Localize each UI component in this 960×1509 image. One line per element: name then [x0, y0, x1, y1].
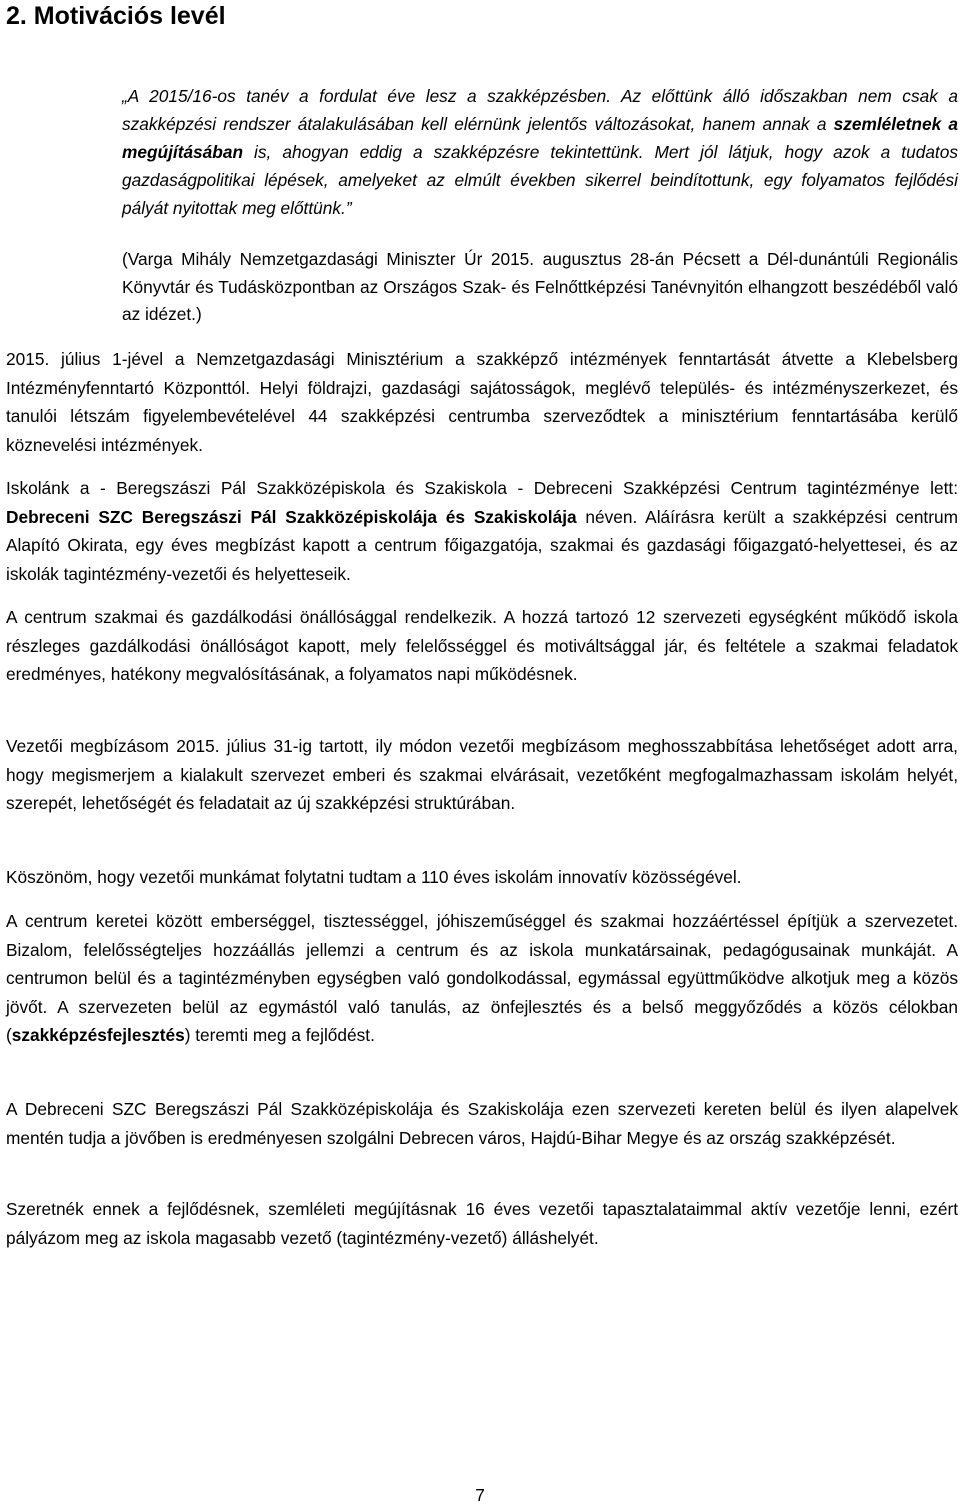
page-number: 7	[475, 1485, 485, 1505]
school-name-bold: Debreceni SZC Beregszászi Pál Szakközépiskolája és Szakiskolája	[6, 506, 577, 527]
paragraph-thanks: Köszönöm, hogy vezetői munkámat folytatni tudtam a 110 éves iskolám innovatív közösségével.	[6, 867, 742, 887]
paragraph-leadership-mandate: Vezetői megbízásom 2015. július 31-ig tartott, ily módon vezetői megbízásom meghosszabbítása lehetőséget adott arra, hogy megismerjem a kialakult szervezet emberi és szakmai elvárásait, vezetőként megfogalmazhassam iskolám helyét, szerepét, lehetőségét és feladatait az új szakképzési struktúrában.	[6, 736, 958, 814]
p6-text-2: ) teremti meg a fejlődést.	[184, 1025, 375, 1046]
minister-quote	[122, 82, 958, 222]
paragraph-ministry-takeover: 2015. július 1-jével a Nemzetgazdasági Minisztérium a szakképző intézmények fenntartását átvette a Klebelsberg Intézményfenntartó Központtól. Helyi földrajzi, gazdasági sajátosságok, meglévő település- és intézményszerkezet, és tanulói létszám figyelembevételével 44 szakképzési centrumba szerveződtek a minisztérium fenntartásába kerülő köznevelési intézmények.	[6, 349, 958, 455]
p6-text-1: A centrum keretei között emberséggel, tisztességgel, jóhiszeműséggel és szakmai hozzáértéssel építjük a szervezetet. Bizalom, felelősségteljes hozzáállás jellemzi a centrum és az iskola munkatársainak, pedagógusainak munkáját. A centrumon belül és a tagintézményben egységben való gondolkodással, egymással együttműködve alkotjuk meg a közös jövőt. A szervezeten belül az egymástól való tanulás, az önfejlesztés és a belső meggyőződés a közös célokban (	[6, 911, 958, 1046]
paragraph-values	[6, 907, 958, 1050]
quote-bold-phrase: szemléletnek a megújításában	[122, 114, 958, 162]
section-heading: 2. Motivációs levél	[6, 2, 226, 30]
quote-text-1: „A 2015/16-os tanév a fordulat éve lesz a szakképzésben. Az előttünk álló időszakban nem csak a szakképzési rendszer átalakulásában kell elérnünk jelentős változásokat, hanem annak a	[122, 86, 958, 134]
p2-text-2: néven. Aláírásra került a szakképzési centrum Alapító Okirata, egy éves megbízást kapott a centrum főigazgatója, szakmai és gazdasági főigazgató-helyettesei, és az iskolák tagintézmény-vezetői és helyetteseik.	[6, 506, 958, 584]
paragraph-school-membership	[6, 474, 958, 588]
quote-citation: (Varga Mihály Nemzetgazdasági Miniszter Úr 2015. augusztus 28-án Pécsett a Dél-dunántúli Regionális Könyvtár és Tudásközpontban az Országos Szak- és Felnőttképzési Tanévnyitón elhangzott beszédéből való az idézet.)	[122, 249, 958, 324]
paragraph-centre-autonomy: A centrum szakmai és gazdálkodási önállósággal rendelkezik. A hozzá tartozó 12 szervezeti egységként működő iskola részleges gazdálkodási önállóságot kapott, mely felelősséggel és motiváltsággal jár, és feltétele a szakmai feladatok eredményes, hatékony megvalósításának, a folyamatos napi működésnek.	[6, 607, 958, 685]
paragraph-application: Szeretnék ennek a fejlődésnek, szemléleti megújításnak 16 éves vezetői tapasztalataimmal aktív vezetője lenni, ezért pályázom meg az iskola magasabb vezető (tagintézmény-vezető) álláshelyét.	[6, 1199, 958, 1248]
p2-text-1: Iskolánk a - Beregszászi Pál Szakközépiskola és Szakiskola - Debreceni Szakképzési Centrum tagintézménye lett:	[6, 478, 958, 498]
paragraph-school-service: A Debreceni SZC Beregszászi Pál Szakközépiskolája és Szakiskolája ezen szervezeti kereten belül és ilyen alapelvek mentén tudja a jövőben is eredményesen szolgálni Debrecen város, Hajdú-Bihar Megye és az ország szakképzését.	[6, 1099, 958, 1148]
quote-text-2: is, ahogyan eddig a szakképzésre tekintettünk. Mert jól látjuk, hogy azok a tudatos gazdaságpolitikai lépések, amelyeket az elmúlt években sikerrel beindítottunk, egy folyamatos fejlődési pályát nyitottak meg előttünk.”	[122, 142, 958, 218]
development-bold: szakképzésfejlesztés	[11, 1025, 185, 1046]
